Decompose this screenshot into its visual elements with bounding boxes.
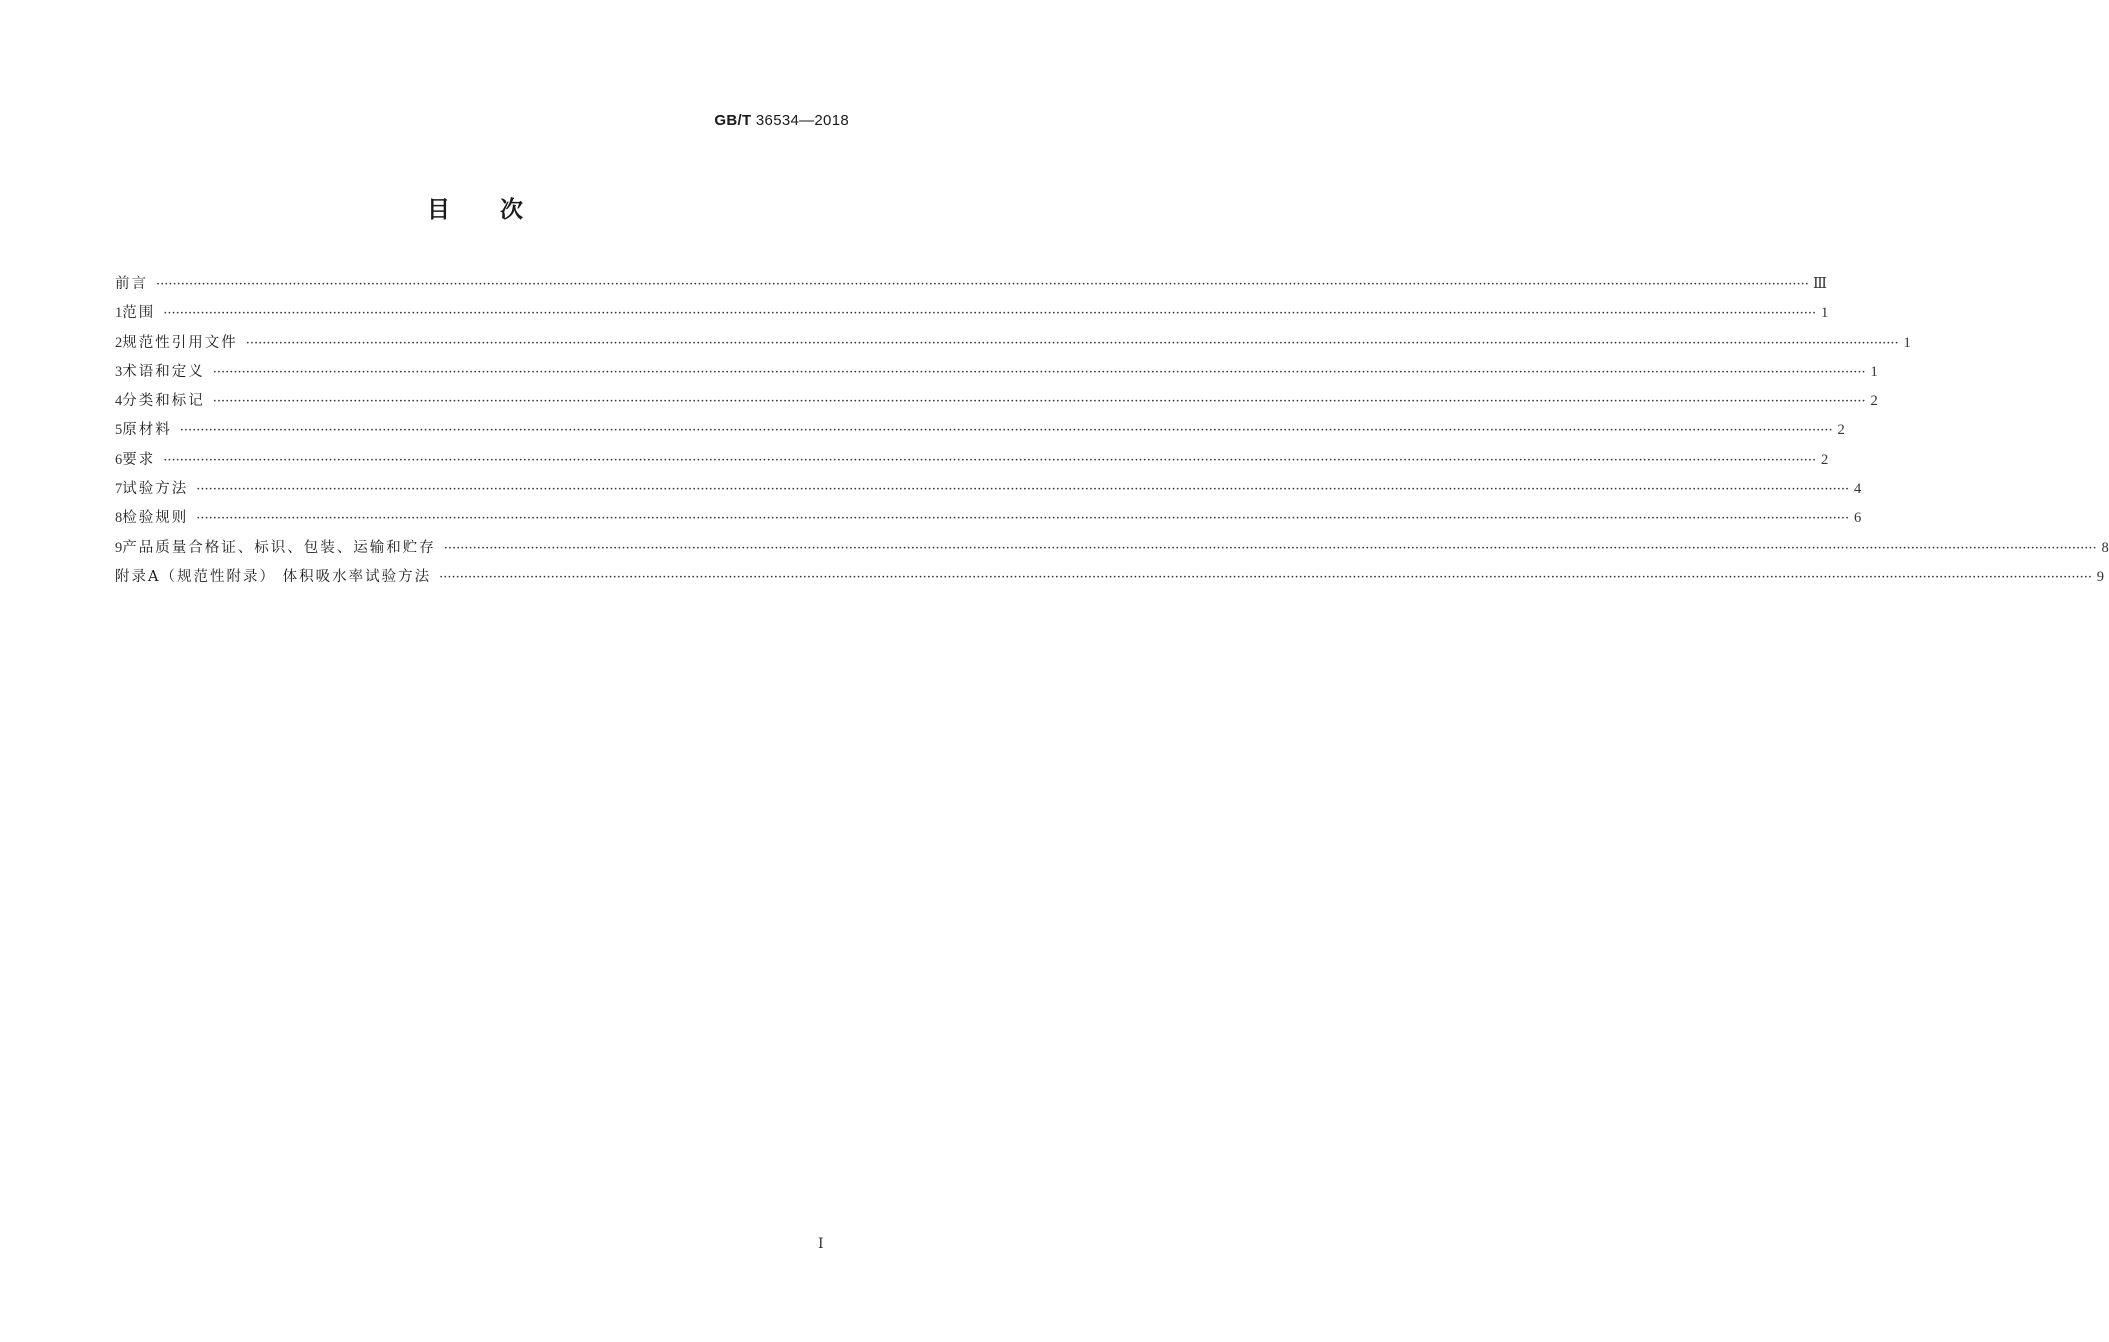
standard-number: 36534—2018 [755, 112, 849, 129]
toc-entry-label: 产品质量合格证、标识、包装、运输和贮存 [122, 539, 436, 556]
toc-entry-label: 分类和标记 [122, 393, 205, 410]
toc-entry-number: 7 [115, 481, 123, 498]
toc-entry-2[interactable] [115, 329, 1911, 358]
toc-entry-label: 要求 [122, 451, 156, 468]
toc-entry-page: 1 [1903, 334, 1911, 351]
toc-dot-leader: ················································································································································································································································································································································································································ [179, 423, 1833, 439]
toc-entry-label: 附录A（规范性附录） 体积吸水率试验方法 [115, 568, 432, 585]
toc-entry-number: 4 [115, 393, 123, 410]
toc-entry-label: 检验规则 [122, 510, 189, 527]
toc-entry-annex-a[interactable] [115, 563, 2105, 592]
toc-entry-number: 5 [115, 422, 123, 439]
toc-entry-number: 1 [115, 305, 123, 322]
toc-entry-page: 2 [1837, 422, 1845, 439]
page-number: Ⅰ [818, 1237, 824, 1252]
toc-entry-foreword[interactable] [115, 270, 1827, 299]
toc-entry-page: 2 [1870, 393, 1878, 410]
toc-entry-label: 术语和定义 [122, 363, 205, 380]
toc-entry-label: 前言 [115, 276, 148, 292]
toc-dot-leader: ················································································································································································································································································································································································································ [156, 277, 1809, 292]
toc-entry-page: 6 [1853, 510, 1862, 527]
toc-dot-leader: ················································································································································································································································································································································································································ [196, 482, 1850, 498]
toc-dot-leader: ················································································································································································································································································································································································································ [212, 394, 1866, 410]
toc-entry-label: 范围 [122, 305, 156, 322]
toc-entry-page: 9 [2096, 568, 2105, 585]
toc-entry-1[interactable] [115, 299, 1829, 328]
toc-dot-leader: ················································································································································································································································································································································································································ [163, 306, 1817, 322]
toc-entry-page: 4 [1853, 481, 1862, 498]
toc-entry-7[interactable] [115, 475, 1862, 504]
toc-entry-number: 3 [115, 363, 123, 380]
toc-entry-9[interactable] [115, 534, 2109, 563]
toc-dot-leader: ················································································································································································································································································································································································································ [163, 452, 1817, 468]
toc-entry-number: 2 [115, 334, 123, 351]
toc-entry-number: 8 [115, 510, 123, 527]
standard-code [714, 112, 849, 129]
toc-entry-5[interactable] [115, 416, 1845, 445]
toc-entry-page: 2 [1820, 451, 1829, 468]
toc-entry-label: 规范性引用文件 [122, 334, 238, 351]
toc-dot-leader: ················································································································································································································································································································································································································ [196, 511, 1850, 527]
toc-entry-number: 6 [115, 451, 123, 468]
toc-entry-page: Ⅲ [1812, 276, 1827, 292]
toc-dot-leader: ················································································································································································································································································································································································································ [439, 569, 2093, 585]
table-of-contents [115, 270, 2109, 592]
toc-dot-leader: ················································································································································································································································································································································································································ [212, 364, 1866, 380]
toc-entry-label: 原材料 [122, 422, 172, 439]
toc-entry-page: 1 [1820, 305, 1829, 322]
toc-entry-page: 8 [2101, 539, 2109, 556]
toc-entry-8[interactable] [115, 504, 1862, 533]
toc-entry-label: 试验方法 [122, 481, 189, 498]
toc-dot-leader: ················································································································································································································································································································································································································ [245, 335, 1899, 351]
toc-title: 目次 [427, 197, 573, 223]
toc-entry-3[interactable] [115, 358, 1878, 387]
toc-entry-4[interactable] [115, 387, 1878, 416]
toc-entry-6[interactable] [115, 446, 1829, 475]
toc-entry-page: 1 [1870, 363, 1878, 380]
toc-entry-number: 9 [115, 539, 123, 556]
standard-prefix: GB/T [714, 112, 752, 129]
toc-dot-leader: ················································································································································································································································································································································································································ [443, 540, 2097, 556]
